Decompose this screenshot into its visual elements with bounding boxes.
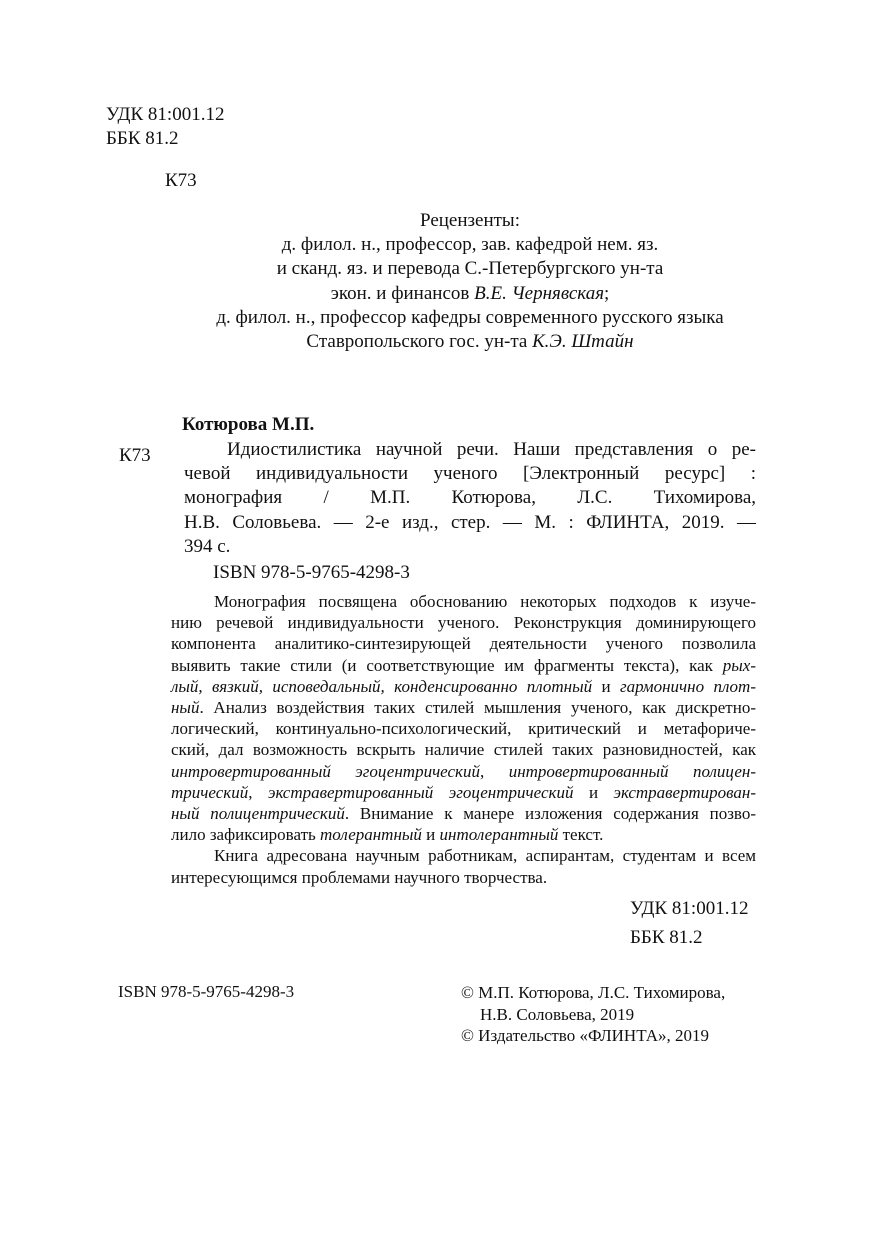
annotation-text: лило зафиксировать [171, 825, 321, 845]
annotation-line [171, 824, 756, 845]
bib-line: Н.В. Соловьева. — 2-е изд., стер. — М. : ФЛИНТА, 2019. — [184, 511, 756, 533]
copyright-line: © Издательство «ФЛИНТА», 2019 [461, 1026, 710, 1045]
reviewer-name: В.Е. Чернявская [474, 282, 605, 304]
bbk-code: ББК 81.2 [106, 128, 179, 149]
reviewers-line: и сканд. яз. и перевода С.-Петербургского ун-та [276, 258, 664, 280]
annotation-text: и [573, 782, 614, 802]
annotation-italic: экстравертированный эгоцентрический [267, 782, 574, 802]
annotation-text: и [592, 676, 620, 696]
annotation-italic: экстравертирован- [613, 782, 757, 802]
author-mark-top: К73 [165, 170, 197, 191]
copyright-line: © М.П. Котюрова, Л.С. Тихомирова, [461, 983, 726, 1002]
copyright-line: Н.В. Соловьева, 2019 [480, 1004, 635, 1024]
annotation-line [171, 761, 756, 782]
annotation [171, 591, 756, 888]
annotation-line [171, 676, 756, 697]
annotation-text: . Внимание к манере изложения содержания позво- [344, 804, 756, 824]
reviewers-title: Рецензенты: [420, 210, 520, 231]
annotation-line: компонента аналитико-синтезирующей деятельности ученого позволила [171, 634, 756, 654]
annotation-text: , [480, 761, 509, 781]
annotation-italic: интолерантный [439, 825, 559, 845]
annotation-italic: ный полицентрический [171, 804, 345, 824]
reviewers-line-text: ; [604, 282, 610, 304]
annotation-italic: ный [171, 698, 200, 718]
annotation-italic: интровертированный полицен- [508, 761, 756, 781]
bib-line: 394 с. [184, 535, 231, 557]
reviewers-line [150, 330, 790, 354]
annotation-line [171, 782, 756, 803]
annotation-italic: толерантный [320, 825, 422, 845]
author-heading: Котюрова М.П. [182, 414, 315, 435]
udk-bbk-footer [630, 894, 748, 952]
bibliographic-description [184, 438, 756, 559]
bib-line: монография / М.П. Котюрова, Л.С. Тихомирова, [184, 487, 756, 509]
annotation-italic: гармонично плот- [619, 676, 756, 696]
annotation-line: логический, континуально-психологический, критический и метафориче- [171, 719, 756, 739]
copyright-block [461, 982, 725, 1047]
bib-line: чевой индивидуальности ученого [Электронный ресурс] : [184, 463, 756, 485]
annotation-text: , [248, 782, 268, 802]
reviewers-line-text: Ставропольского гос. ун-та [306, 331, 533, 353]
reviewers-line: д. филол. н., профессор кафедры современного русского языка [216, 306, 724, 328]
annotation-line [171, 655, 756, 676]
udk-code: УДК 81:001.12 [630, 898, 749, 919]
annotation-line: Книга адресована научным работникам, аспирантам, студентам и всем [214, 846, 756, 866]
reviewer-name: К.Э. Штайн [532, 331, 634, 353]
annotation-line: ский, дал возможность вскрыть наличие стилей таких разновидностей, как [171, 740, 756, 760]
annotation-italic: трический [171, 782, 249, 802]
annotation-text: . Анализ воздействия таких стилей мышления ученого, как дискретно- [199, 698, 756, 718]
udk-bbk-header [106, 103, 224, 151]
annotation-text: выявить такие стили (и соответствующие им фрагменты текста), как [171, 655, 723, 675]
annotation-text: и [421, 825, 440, 845]
annotation-line: нию речевой индивидуальности ученого. Реконструкция доминирующего [171, 613, 756, 633]
annotation-line [171, 697, 756, 718]
bib-line: Идиостилистика научной речи. Наши представления о ре- [227, 439, 756, 460]
isbn-footer: ISBN 978-5-9765-4298-3 [118, 982, 295, 1001]
annotation-italic: рых- [722, 655, 756, 675]
reviewers-line [150, 282, 790, 306]
annotation-line [171, 803, 756, 824]
reviewers-line-text: экон. и финансов [330, 282, 475, 304]
isbn: ISBN 978-5-9765-4298-3 [213, 562, 410, 583]
annotation-italic: лый, вязкий, исповедальный, конденсированно плотный [171, 676, 593, 696]
bbk-code: ББК 81.2 [630, 927, 703, 948]
reviewers-block [150, 209, 790, 354]
annotation-italic: интровертированный эгоцентрический [171, 761, 480, 781]
annotation-text: текст. [558, 825, 604, 845]
annotation-line: Монография посвящена обоснованию некоторых подходов к изуче- [214, 592, 756, 611]
author-mark-left: К73 [119, 445, 151, 466]
udk-code: УДК 81:001.12 [106, 104, 225, 125]
reviewers-line: д. филол. н., профессор, зав. кафедрой нем. яз. [281, 234, 659, 256]
annotation-line: интересующимся проблемами научного творчества. [171, 867, 548, 887]
